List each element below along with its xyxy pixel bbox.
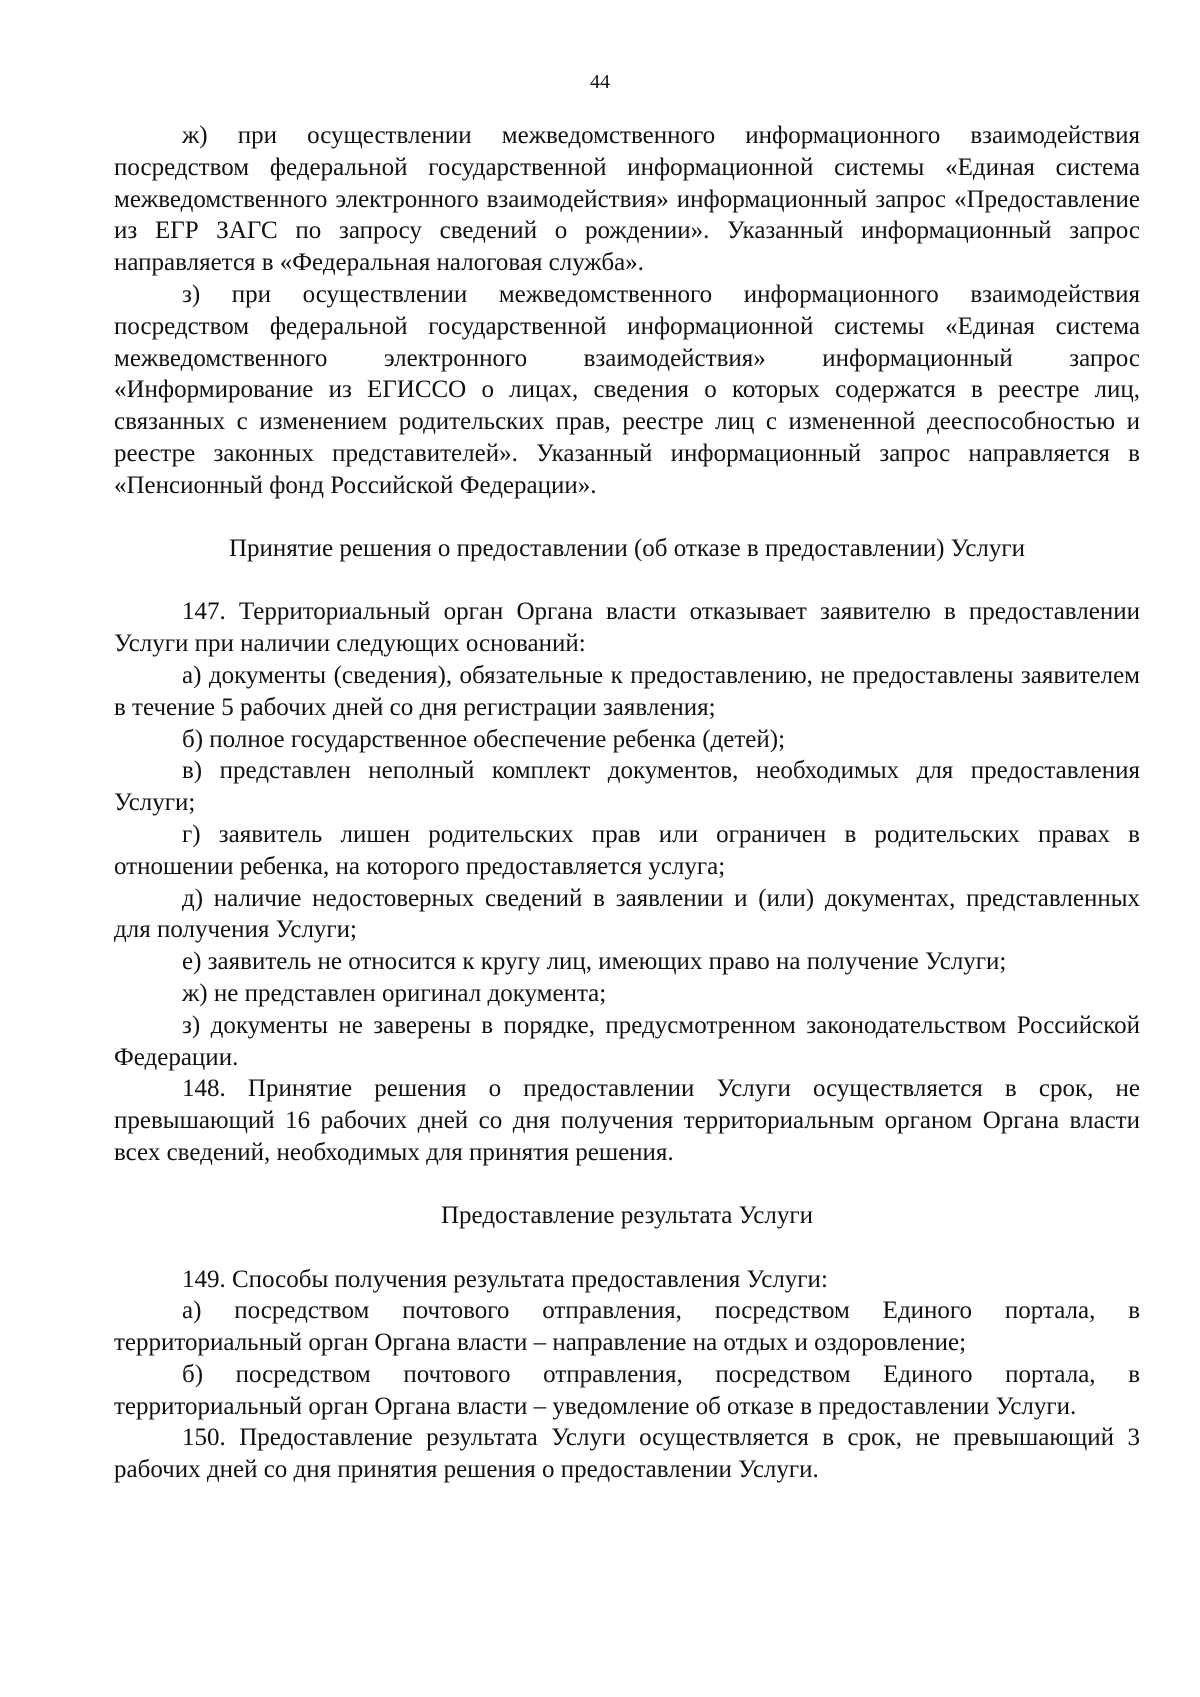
- paragraph-148: 148. Принятие решения о предоставлении Услуги осуществляется в срок, не превышающий 16 рабочих дней со дня получения территориальным органом Органа власти всех сведений, необходимых для принятия решения.: [114, 1075, 1140, 1166]
- paragraph-149: 149. Способы получения результата предоставления Услуги:: [182, 1265, 828, 1293]
- list-item-149-a: а) посредством почтового отправления, посредством Единого портала, в территориальный орган Органа власти – направление на отдых и оздоровление;: [114, 1297, 1140, 1357]
- paragraph-147: 147. Территориальный орган Органа власти отказывает заявителю в предоставлении Услуги при наличии следующих оснований:: [114, 598, 1140, 658]
- list-item-147-zh: ж) не представлен оригинал документа;: [182, 979, 607, 1007]
- section-heading-result: Предоставление результата Услуги: [441, 1201, 813, 1229]
- list-item-147-v: в) представлен неполный комплект документов, необходимых для предоставления Услуги;: [114, 757, 1140, 817]
- list-item-147-g: г) заявитель лишен родительских прав или ограничен в родительских правах в отношении ребенка, на которого предоставляется услуга;: [114, 820, 1140, 880]
- list-item-147-d: д) наличие недостоверных сведений в заявлении и (или) документах, представленных для получения Услуги;: [114, 884, 1140, 944]
- list-item-147-b: б) полное государственное обеспечение ребенка (детей);: [182, 725, 786, 753]
- list-item-149-b: б) посредством почтового отправления, посредством Единого портала, в территориальный орган Органа власти – уведомление об отказе в предоставлении Услуги.: [114, 1360, 1140, 1420]
- paragraph-zh-sved-o-rozhdenii: ж) при осуществлении межведомственного информационного взаимодействия посредством федеральной государственной информационной системы «Единая система межведомственного электронного взаимодействия» информационный запрос «Предоставление из ЕГР ЗАГС по запросу сведений о рождении». Указанный информационный запрос направляется в «Федеральная налоговая служба».: [114, 122, 1140, 277]
- paragraph-150: 150. Предоставление результата Услуги осуществляется в срок, не превышающий 3 рабочих дней со дня принятия решения о предоставлении Услуги.: [114, 1424, 1140, 1484]
- list-item-147-e: е) заявитель не относится к кругу лиц, имеющих право на получение Услуги;: [182, 948, 1007, 976]
- list-item-147-z: з) документы не заверены в порядке, предусмотренном законодательством Российской Федерации.: [114, 1011, 1140, 1071]
- page-number: 44: [590, 71, 610, 93]
- section-heading-decision: Принятие решения о предоставлении (об отказе в предоставлении) Услуги: [228, 534, 1026, 562]
- document-body: [114, 120, 1140, 1486]
- paragraph-z-egisso: з) при осуществлении межведомственного информационного взаимодействия посредством федеральной государственной информационной системы «Единая система межведомственного электронного взаимодействия» информационный запрос «Информирование из ЕГИССО о лицах, сведения о которых содержатся в реестре лиц, связанных с изменением родительских прав, реестре лиц с измененной дееспособностью и реестре законных представителей». Указанный информационный запрос направляется в «Пенсионный фонд Российской Федерации».: [114, 280, 1140, 499]
- list-item-147-a: а) документы (сведения), обязательные к предоставлению, не предоставлены заявителем в течение 5 рабочих дней со дня регистрации заявления;: [114, 661, 1140, 721]
